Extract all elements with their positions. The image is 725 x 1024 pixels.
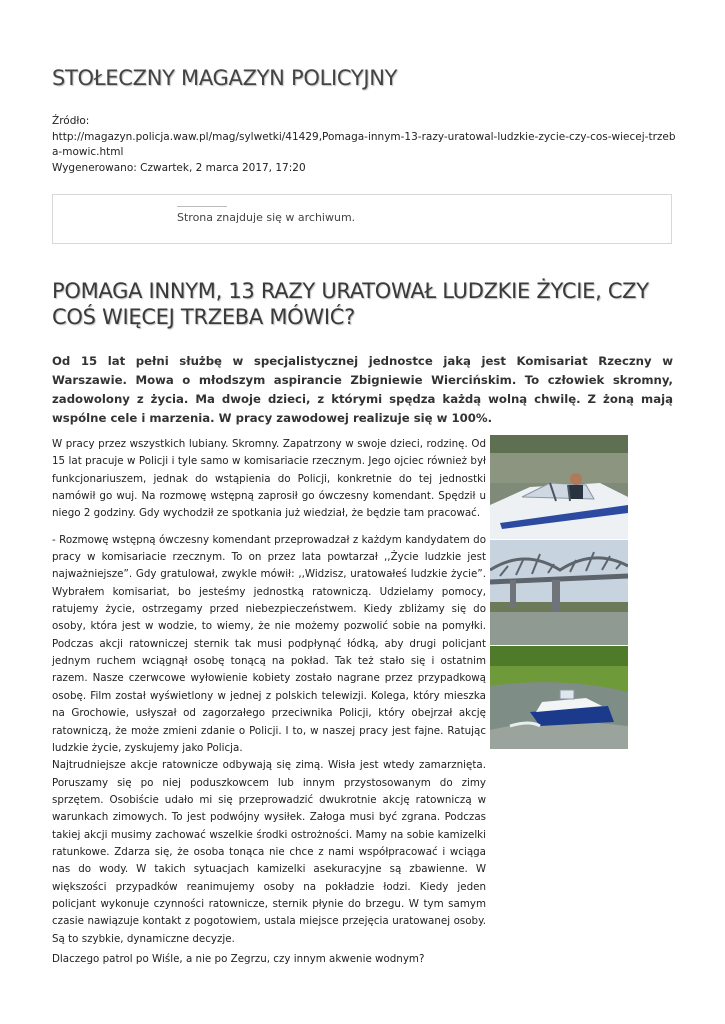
site-title: STOŁECZNY MAGAZYN POLICYJNY — [52, 66, 398, 90]
archive-notice — [52, 194, 672, 244]
article-paragraph: - Rozmowę wstępną ówczesny komendant przeprowadzał z każdym kandydatem do pracy w komisariacie rzecznym. To on przez lata powtarzał ,,Życie ludzkie jest najważniejsze”. Gdy gratulował, zwykle mówił: ,,Widzisz, uratowałeś ludzkie życie”. Wybrałem komisariat, bo jesteśmy jednostką ratowniczą. Udzielamy pomocy, ratujemy życie, ostrzegamy przed niebezpieczeństwem. Kiedy zbliżamy się do osoby, która jest w wodzie, to wiemy, że nie możemy pozwolić sobie na pomyłki. Podczas akcji ratowniczej sternik tak musi podpłynąć łódką, aby drugi policjant jednym ruchem wciągnął osobę tonącą na pokład. Tak też stało się i ostatnim razem. Nasze czerwcowe wyłowienie kobiety zostało nagrane przez przypadkową osobę. Film został wyświetlony w jednej z polskich telewizji. Kolega, który mieszka na Grochowie, usłyszał od zagorzałego przeciwnika Policji, który obejrzał akcję ratowniczą, że może zmieni zdanie o Policji. I to, w naszej pracy jest fajne. Ratując ludzkie życie, zyskujemy jako Policja. — [52, 533, 486, 754]
article-body — [52, 436, 486, 948]
article-paragraph: W pracy przez wszystkich lubiany. Skromny. Zapatrzony w swoje dzieci, rodzinę. Od 15 lat pracuje w Policji i tyle samo w komisariacie rzecznym. Jego ojciec również był funkcjonariuszem, jednak do wstąpienia do Policji, konkretnie do tej jednostki namówił go wuj. Na rozmowę wstępną zaprosił go ówczesny komendant. Spędził u niego 2 godziny. Gdy wychodził ze spotkania już wiedział, że będzie tam pracować. — [52, 438, 486, 520]
photo-police-boat — [490, 435, 628, 539]
source-url[interactable]: http://magazyn.policja.waw.pl/mag/sylwetki/41429,Pomaga-innym-13-razy-uratowal-ludzkie-zycie-czy-cos-wiecej-trzeba-mowic.html — [52, 130, 676, 158]
article-paragraph: Najtrudniejsze akcje ratownicze odbywają się zimą. Wisła jest wtedy zamarznięta. Poruszamy się po niej poduszkowcem lub innym przystosowanym do zimy sprzętem. Osobiście udało mi się przeprowadzić dwukrotnie akcję ratowniczą w warunkach zimowych. To jest podwójny wysiłek. Załoga musi być zgrana. Podczas takiej akcji musimy zachować wszelkie środki ostrożności. Mamy na sobie kamizelki ratunkowe. Zdarza się, że osoba tonąca nie chce z nami współpracować i wciąga nas do wody. W takich sytuacjach kamizelki asekuracyjne są zbawienne. W większości przypadków reanimujemy osoby na pokładzie łodzi. Kiedy jeden policjant wykonuje czynności ratownicze, sternik płynie do brzegu. W tym samym czasie nawiązuje kontakt z pogotowiem, ustala miejsce przejęcia uratowanej osoby. Są to szybkie, dynamiczne decyzje. — [52, 759, 486, 945]
document-meta — [52, 114, 677, 176]
photo-bridge — [490, 540, 628, 645]
archive-message: Strona znajduje się w archiwum. — [177, 211, 356, 224]
article-lead: Od 15 lat pełni służbę w specjalistycznej jednostce jaką jest Komisariat Rzeczny w Warszawie. Mowa o młodszym aspirancie Zbigniewie Wiercińskim. To człowiek skromny, zadowolony z życia. Ma dwoje dzieci, z którymi spędza każdą wolną chwilę. Z żoną mają wspólne cele i marzenia. W pracy zawodowej realizuje się w 100%. — [52, 354, 673, 425]
source-label: Źródło: — [52, 115, 90, 127]
article-headline: POMAGA INNYM, 13 RAZY URATOWAŁ LUDZKIE ŻYCIE, CZY COŚ WIĘCEJ TRZEBA MÓWIĆ? — [52, 279, 649, 329]
archive-divider — [177, 206, 227, 207]
generated-timestamp: Wygenerowano: Czwartek, 2 marca 2017, 17:20 — [52, 161, 306, 174]
article-question: Dlaczego patrol po Wiśle, a nie po Zegrzu, czy innym akwenie wodnym? — [52, 953, 425, 965]
article-photos — [490, 435, 628, 748]
photo-speedboat — [490, 646, 628, 749]
